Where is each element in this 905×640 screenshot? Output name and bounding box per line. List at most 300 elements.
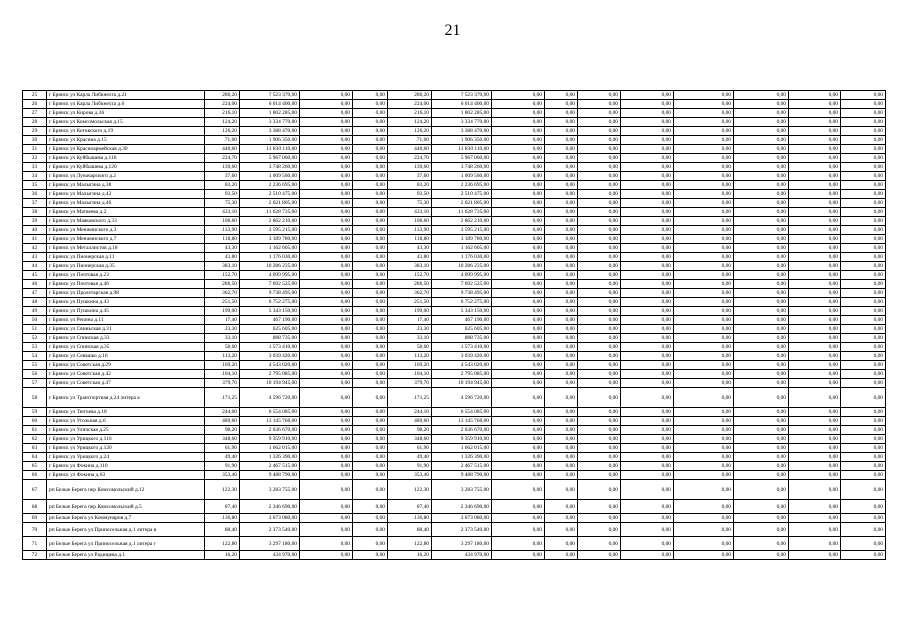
value-cell: 0,00 <box>300 154 353 163</box>
value-cell: 383,10 <box>205 262 240 271</box>
value-cell: 0,00 <box>841 208 886 217</box>
value-cell: 17,40 <box>388 316 432 325</box>
row-number: 56 <box>23 370 47 379</box>
value-cell: 0,00 <box>621 408 674 417</box>
value-cell: 0,00 <box>734 118 789 127</box>
value-cell: 0,00 <box>545 91 578 100</box>
address-cell: г Брянск ул Спинская д.33 <box>47 334 205 343</box>
value-cell: 0,00 <box>841 307 886 316</box>
value-cell: 0,00 <box>621 253 674 262</box>
value-cell: 0,00 <box>492 388 545 408</box>
value-cell: 1 176 030,00 <box>240 253 300 262</box>
value-cell: 0,00 <box>734 298 789 307</box>
value-cell: 0,00 <box>734 127 789 136</box>
value-cell: 0,00 <box>545 514 578 523</box>
value-cell: 17,40 <box>205 316 240 325</box>
value-cell: 0,00 <box>353 462 388 471</box>
value-cell: 61,90 <box>205 444 240 453</box>
value-cell: 1 176 030,00 <box>432 253 492 262</box>
value-cell: 0,00 <box>578 453 621 462</box>
address-cell: г Брянск ул Малыгина д.38 <box>47 181 205 190</box>
table-row <box>23 235 886 244</box>
value-cell: 126,20 <box>388 127 432 136</box>
value-cell: 0,00 <box>841 181 886 190</box>
value-cell: 3 388 470,00 <box>240 127 300 136</box>
table-row <box>23 145 886 154</box>
value-cell: 0,00 <box>353 352 388 361</box>
address-cell: г Брянск ул Металлистов д.18 <box>47 244 205 253</box>
value-cell: 0,00 <box>300 343 353 352</box>
value-cell: 0,00 <box>674 307 734 316</box>
value-cell: 0,00 <box>353 417 388 426</box>
value-cell: 888 735,00 <box>240 334 300 343</box>
value-cell: 0,00 <box>353 109 388 118</box>
value-cell: 0,00 <box>621 462 674 471</box>
value-cell: 199,00 <box>388 307 432 316</box>
value-cell: 71,00 <box>205 136 240 145</box>
value-cell: 9 738 495,00 <box>240 289 300 298</box>
value-cell: 1 906 350,00 <box>240 136 300 145</box>
value-cell: 0,00 <box>545 480 578 500</box>
value-cell: 1 802 285,00 <box>240 109 300 118</box>
value-cell: 0,00 <box>578 388 621 408</box>
row-number: 49 <box>23 307 47 316</box>
value-cell: 489,60 <box>388 417 432 426</box>
value-cell: 0,00 <box>789 208 841 217</box>
value-cell: 2 021 805,00 <box>432 199 492 208</box>
value-cell: 216,10 <box>388 109 432 118</box>
value-cell: 0,00 <box>353 361 388 370</box>
value-cell: 0,00 <box>674 262 734 271</box>
value-cell: 224,70 <box>388 154 432 163</box>
value-cell: 0,00 <box>578 480 621 500</box>
value-cell: 0,00 <box>841 514 886 523</box>
row-number: 46 <box>23 280 47 289</box>
value-cell: 0,00 <box>789 271 841 280</box>
value-cell: 0,00 <box>353 271 388 280</box>
table-row <box>23 172 886 181</box>
address-cell: г Брянск ул Советская д.42 <box>47 370 205 379</box>
value-cell: 0,00 <box>789 388 841 408</box>
value-cell: 43,30 <box>205 244 240 253</box>
value-cell: 440,60 <box>388 145 432 154</box>
value-cell: 0,00 <box>734 91 789 100</box>
value-cell: 0,00 <box>353 316 388 325</box>
table-row <box>23 199 886 208</box>
value-cell: 0,00 <box>621 361 674 370</box>
value-cell: 3 748 260,00 <box>240 163 300 172</box>
value-cell: 0,00 <box>353 325 388 334</box>
value-cell: 2 795 085,00 <box>240 370 300 379</box>
value-cell: 0,00 <box>789 307 841 316</box>
value-cell: 0,00 <box>789 136 841 145</box>
value-cell: 4 543 020,00 <box>432 361 492 370</box>
value-cell: 0,00 <box>621 325 674 334</box>
value-cell: 0,00 <box>734 244 789 253</box>
value-cell: 118,80 <box>388 235 432 244</box>
value-cell: 0,00 <box>545 262 578 271</box>
address-cell: рп Белые Берега ул Коммунаров д.7 <box>47 514 205 523</box>
value-cell: 0,00 <box>841 226 886 235</box>
value-cell: 0,00 <box>674 253 734 262</box>
value-cell: 0,00 <box>545 172 578 181</box>
value-cell: 0,00 <box>841 136 886 145</box>
value-cell: 0,00 <box>545 379 578 388</box>
value-cell: 0,00 <box>353 244 388 253</box>
value-cell: 0,00 <box>621 453 674 462</box>
value-cell: 0,00 <box>578 100 621 109</box>
value-cell: 58,60 <box>388 343 432 352</box>
value-cell: 0,00 <box>621 190 674 199</box>
value-cell: 136,80 <box>205 514 240 523</box>
value-cell: 0,00 <box>674 100 734 109</box>
value-cell: 0,00 <box>492 537 545 551</box>
value-cell: 0,00 <box>578 118 621 127</box>
value-cell: 0,00 <box>621 118 674 127</box>
row-number: 55 <box>23 361 47 370</box>
value-cell: 0,00 <box>841 298 886 307</box>
value-cell: 0,00 <box>492 181 545 190</box>
value-cell: 0,00 <box>841 235 886 244</box>
value-cell: 75,30 <box>388 199 432 208</box>
value-cell: 2 373 540,00 <box>432 523 492 537</box>
value-cell: 0,00 <box>674 199 734 208</box>
value-cell: 434 970,00 <box>240 551 300 560</box>
value-cell: 0,00 <box>545 307 578 316</box>
address-cell: г Брянск ул Пушкина д.43 <box>47 298 205 307</box>
value-cell: 0,00 <box>492 199 545 208</box>
value-cell: 0,00 <box>300 408 353 417</box>
value-cell: 0,00 <box>300 235 353 244</box>
table-row <box>23 271 886 280</box>
value-cell: 0,00 <box>841 289 886 298</box>
value-cell: 0,00 <box>841 217 886 226</box>
value-cell: 0,00 <box>300 163 353 172</box>
value-cell: 0,00 <box>789 453 841 462</box>
address-cell: рп Белые Берега пер Комсомольский д.12 <box>47 480 205 500</box>
value-cell: 0,00 <box>353 127 388 136</box>
value-cell: 0,00 <box>300 435 353 444</box>
value-cell: 0,00 <box>734 100 789 109</box>
value-cell: 0,00 <box>841 343 886 352</box>
value-cell: 0,00 <box>841 127 886 136</box>
value-cell: 440,60 <box>205 145 240 154</box>
value-cell: 5 343 150,00 <box>240 307 300 316</box>
address-cell: г Брянск ул Куйбышева д.116 <box>47 154 205 163</box>
row-number: 67 <box>23 480 47 500</box>
value-cell: 0,00 <box>674 388 734 408</box>
value-cell: 0,00 <box>674 352 734 361</box>
row-number: 44 <box>23 262 47 271</box>
value-cell: 0,00 <box>545 163 578 172</box>
address-cell: г Брянск ул Свиньская д.31 <box>47 325 205 334</box>
address-cell: г Брянск ул Котовского д.19 <box>47 127 205 136</box>
value-cell: 0,00 <box>578 500 621 514</box>
value-cell: 0,00 <box>674 537 734 551</box>
row-number: 31 <box>23 145 47 154</box>
value-cell: 0,00 <box>841 551 886 560</box>
value-cell: 0,00 <box>545 289 578 298</box>
value-cell: 0,00 <box>841 118 886 127</box>
value-cell: 0,00 <box>353 199 388 208</box>
value-cell: 0,00 <box>492 127 545 136</box>
value-cell: 0,00 <box>578 244 621 253</box>
value-cell: 0,00 <box>789 325 841 334</box>
value-cell: 1 326 390,00 <box>432 453 492 462</box>
value-cell: 0,00 <box>674 226 734 235</box>
value-cell: 2 467 515,00 <box>432 462 492 471</box>
value-cell: 0,00 <box>789 462 841 471</box>
value-cell: 0,00 <box>353 280 388 289</box>
table-row <box>23 334 886 343</box>
value-cell: 93,50 <box>205 190 240 199</box>
value-cell: 0,00 <box>789 514 841 523</box>
value-cell: 0,00 <box>545 244 578 253</box>
value-cell: 104,10 <box>205 370 240 379</box>
row-number: 30 <box>23 136 47 145</box>
value-cell: 0,00 <box>674 408 734 417</box>
row-number: 53 <box>23 343 47 352</box>
value-cell: 106,60 <box>205 217 240 226</box>
register-table <box>22 90 886 560</box>
value-cell: 0,00 <box>545 471 578 480</box>
value-cell: 0,00 <box>578 172 621 181</box>
value-cell: 0,00 <box>492 500 545 514</box>
value-cell: 0,00 <box>734 537 789 551</box>
row-number: 43 <box>23 253 47 262</box>
value-cell: 0,00 <box>841 316 886 325</box>
value-cell: 0,00 <box>545 500 578 514</box>
value-cell: 0,00 <box>545 462 578 471</box>
value-cell: 0,00 <box>353 118 388 127</box>
value-cell: 0,00 <box>300 280 353 289</box>
value-cell: 1 326 390,00 <box>240 453 300 462</box>
value-cell: 348,60 <box>205 435 240 444</box>
value-cell: 3 673 080,00 <box>240 514 300 523</box>
value-cell: 0,00 <box>300 199 353 208</box>
value-cell: 0,00 <box>353 379 388 388</box>
value-cell: 6 014 400,00 <box>240 100 300 109</box>
value-cell: 0,00 <box>734 551 789 560</box>
value-cell: 0,00 <box>578 298 621 307</box>
value-cell: 0,00 <box>578 163 621 172</box>
address-cell: г Брянск ул Маяковского д.33 <box>47 217 205 226</box>
value-cell: 0,00 <box>734 235 789 244</box>
address-cell: г Брянск ул Урицкого д.24 <box>47 453 205 462</box>
value-cell: 0,00 <box>300 226 353 235</box>
value-cell: 0,00 <box>545 226 578 235</box>
value-cell: 0,00 <box>353 435 388 444</box>
value-cell: 0,00 <box>545 426 578 435</box>
value-cell: 0,00 <box>300 100 353 109</box>
value-cell: 0,00 <box>492 480 545 500</box>
address-cell: г Брянск ул Менжинского д.3 <box>47 226 205 235</box>
value-cell: 0,00 <box>674 370 734 379</box>
table-row <box>23 289 886 298</box>
value-cell: 0,00 <box>300 127 353 136</box>
row-number: 50 <box>23 316 47 325</box>
value-cell: 3 595 215,00 <box>432 226 492 235</box>
row-number: 45 <box>23 271 47 280</box>
value-cell: 75,30 <box>205 199 240 208</box>
value-cell: 2 862 210,00 <box>240 217 300 226</box>
value-cell: 0,00 <box>353 91 388 100</box>
value-cell: 83,20 <box>205 181 240 190</box>
value-cell: 0,00 <box>674 136 734 145</box>
value-cell: 0,00 <box>841 91 886 100</box>
value-cell: 0,00 <box>621 280 674 289</box>
value-cell: 0,00 <box>841 462 886 471</box>
value-cell: 0,00 <box>621 480 674 500</box>
value-cell: 0,00 <box>841 172 886 181</box>
table-row <box>23 462 886 471</box>
value-cell: 0,00 <box>578 271 621 280</box>
value-cell: 0,00 <box>734 217 789 226</box>
value-cell: 1 573 410,00 <box>240 343 300 352</box>
value-cell: 0,00 <box>300 316 353 325</box>
value-cell: 0,00 <box>789 480 841 500</box>
address-cell: г Брянск ул Фокина д.63 <box>47 471 205 480</box>
value-cell: 23,30 <box>205 325 240 334</box>
value-cell: 0,00 <box>789 154 841 163</box>
table-row <box>23 444 886 453</box>
value-cell: 0,00 <box>734 208 789 217</box>
value-cell: 286,50 <box>205 280 240 289</box>
value-cell: 91,90 <box>205 462 240 471</box>
value-cell: 2 862 210,00 <box>432 217 492 226</box>
value-cell: 0,00 <box>545 298 578 307</box>
row-number: 70 <box>23 523 47 537</box>
value-cell: 124,20 <box>388 118 432 127</box>
value-cell: 0,00 <box>734 500 789 514</box>
value-cell: 0,00 <box>578 154 621 163</box>
value-cell: 0,00 <box>841 408 886 417</box>
value-cell: 0,00 <box>578 551 621 560</box>
value-cell: 0,00 <box>674 417 734 426</box>
value-cell: 0,00 <box>300 471 353 480</box>
value-cell: 0,00 <box>492 100 545 109</box>
value-cell: 171,25 <box>388 388 432 408</box>
value-cell: 3 189 780,00 <box>240 235 300 244</box>
row-number: 41 <box>23 235 47 244</box>
value-cell: 0,00 <box>621 334 674 343</box>
value-cell: 216,10 <box>205 109 240 118</box>
value-cell: 43,30 <box>388 244 432 253</box>
value-cell: 0,00 <box>841 361 886 370</box>
address-cell: г Брянск ул Луначарского д.2 <box>47 172 205 181</box>
value-cell: 0,00 <box>492 426 545 435</box>
value-cell: 3 334 770,00 <box>240 118 300 127</box>
value-cell: 0,00 <box>300 208 353 217</box>
value-cell: 0,00 <box>621 289 674 298</box>
value-cell: 0,00 <box>545 145 578 154</box>
value-cell: 0,00 <box>621 417 674 426</box>
address-cell: г Брянск ул Карла Либкнехта д.21 <box>47 91 205 100</box>
value-cell: 0,00 <box>789 444 841 453</box>
value-cell: 5 967 060,00 <box>240 154 300 163</box>
value-cell: 0,00 <box>300 453 353 462</box>
value-cell: 0,00 <box>621 217 674 226</box>
row-number: 48 <box>23 298 47 307</box>
value-cell: 0,00 <box>545 325 578 334</box>
value-cell: 0,00 <box>545 136 578 145</box>
value-cell: 0,00 <box>492 244 545 253</box>
value-cell: 0,00 <box>841 325 886 334</box>
value-cell: 9 359 910,00 <box>432 435 492 444</box>
value-cell: 0,00 <box>789 379 841 388</box>
value-cell: 0,00 <box>545 370 578 379</box>
value-cell: 0,00 <box>789 370 841 379</box>
value-cell: 0,00 <box>300 307 353 316</box>
value-cell: 2 510 475,00 <box>240 190 300 199</box>
value-cell: 0,00 <box>841 271 886 280</box>
value-cell: 0,00 <box>300 417 353 426</box>
value-cell: 0,00 <box>734 226 789 235</box>
value-cell: 0,00 <box>578 444 621 453</box>
value-cell: 0,00 <box>621 235 674 244</box>
value-cell: 4 543 020,00 <box>240 361 300 370</box>
value-cell: 6 752 275,00 <box>240 298 300 307</box>
table-row <box>23 262 886 271</box>
value-cell: 0,00 <box>353 453 388 462</box>
table-row <box>23 551 886 560</box>
row-number: 61 <box>23 426 47 435</box>
value-cell: 0,00 <box>300 514 353 523</box>
value-cell: 0,00 <box>545 334 578 343</box>
value-cell: 0,00 <box>789 343 841 352</box>
value-cell: 0,00 <box>674 500 734 514</box>
value-cell: 0,00 <box>578 253 621 262</box>
value-cell: 10 286 235,00 <box>432 262 492 271</box>
value-cell: 0,00 <box>353 217 388 226</box>
table-row <box>23 537 886 551</box>
value-cell: 0,00 <box>674 271 734 280</box>
value-cell: 383,10 <box>388 262 432 271</box>
address-cell: г Брянск ул Угольная д.6 <box>47 417 205 426</box>
value-cell: 0,00 <box>492 417 545 426</box>
value-cell: 4 596 720,00 <box>240 388 300 408</box>
value-cell: 0,00 <box>734 136 789 145</box>
value-cell: 0,00 <box>492 307 545 316</box>
value-cell: 0,00 <box>353 226 388 235</box>
value-cell: 244,10 <box>388 408 432 417</box>
value-cell: 33,10 <box>388 334 432 343</box>
value-cell: 0,00 <box>545 100 578 109</box>
value-cell: 0,00 <box>789 100 841 109</box>
value-cell: 0,00 <box>578 537 621 551</box>
table-row <box>23 118 886 127</box>
value-cell: 0,00 <box>841 100 886 109</box>
value-cell: 4 099 995,00 <box>240 271 300 280</box>
value-cell: 0,00 <box>621 181 674 190</box>
value-cell: 0,00 <box>789 471 841 480</box>
value-cell: 0,00 <box>674 154 734 163</box>
value-cell: 0,00 <box>578 352 621 361</box>
value-cell: 0,00 <box>353 307 388 316</box>
value-cell: 0,00 <box>492 190 545 199</box>
value-cell: 2 346 690,00 <box>432 500 492 514</box>
row-number: 34 <box>23 172 47 181</box>
value-cell: 434 970,00 <box>432 551 492 560</box>
value-cell: 0,00 <box>789 289 841 298</box>
value-cell: 0,00 <box>674 480 734 500</box>
value-cell: 5 343 150,00 <box>432 307 492 316</box>
value-cell: 0,00 <box>789 334 841 343</box>
value-cell: 10 194 945,00 <box>432 379 492 388</box>
value-cell: 2 636 670,00 <box>240 426 300 435</box>
value-cell: 11 628 735,00 <box>432 208 492 217</box>
table-row <box>23 217 886 226</box>
